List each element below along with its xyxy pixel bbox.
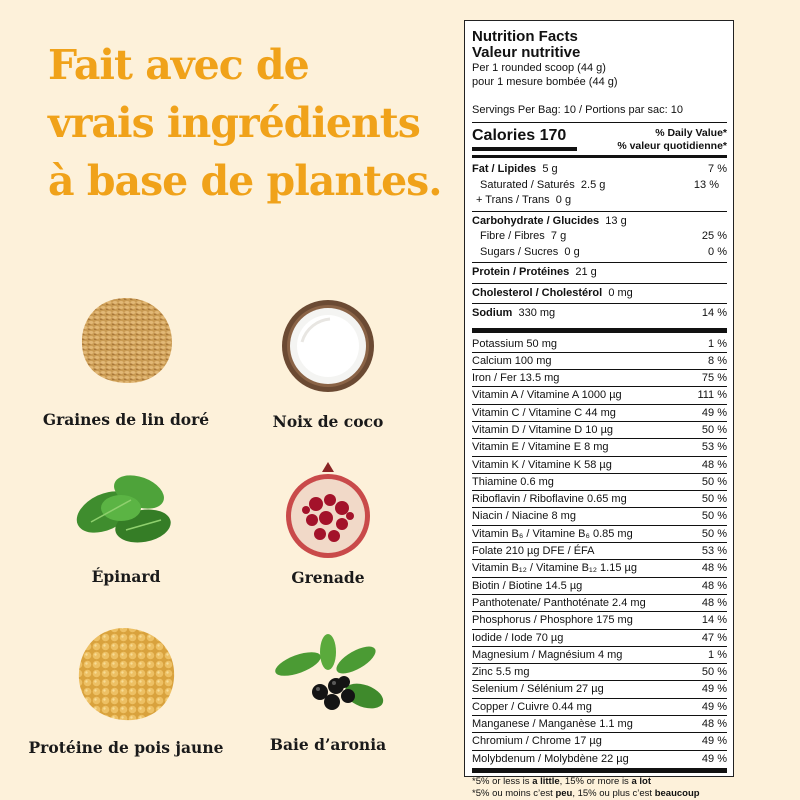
micronutrient-dv: 50 % [701, 510, 727, 523]
micronutrient-row [472, 664, 727, 681]
micronutrient-row [472, 733, 727, 750]
micronutrient-dv: 50 % [701, 527, 727, 540]
micronutrient-label: Molybdenum / Molybdène 22 µg [472, 752, 629, 765]
cholesterol-group [472, 284, 727, 304]
micronutrient-label: Manganese / Manganèse 1.1 mg [472, 718, 633, 731]
micronutrient-label: Vitamin K / Vitamine K 58 µg [472, 458, 612, 471]
micronutrient-dv: 8 % [708, 354, 727, 367]
headline-line-2: vrais ingrédients [48, 99, 420, 147]
micronutrient-dv: 53 % [701, 545, 727, 558]
coconut-image [280, 298, 376, 394]
micronutrient-label: Vitamin D / Vitamine D 10 µg [472, 423, 614, 436]
calories-bar [472, 147, 577, 151]
micronutrient-label: Niacin / Niacine 8 mg [472, 510, 576, 523]
micronutrient-row [472, 336, 727, 353]
micronutrient-row [472, 630, 727, 647]
micronutrient-row [472, 560, 727, 577]
sodium-row [472, 306, 727, 322]
micronutrient-label: Magnesium / Magnésium 4 mg [472, 648, 623, 661]
micronutrient-row [472, 751, 727, 767]
spinach-image [71, 460, 181, 555]
fibre-row [472, 229, 727, 245]
micronutrient-row [472, 595, 727, 612]
micronutrient-dv: 1 % [708, 337, 727, 350]
micronutrient-row [472, 681, 727, 698]
micronutrient-dv: 50 % [701, 666, 727, 679]
sugars-amount: 0 g [564, 245, 580, 258]
sodium-amount: 330 mg [518, 307, 556, 319]
micronutrient-row [472, 491, 727, 508]
micronutrient-label: Chromium / Chrome 17 µg [472, 735, 602, 748]
micronutrient-dv: 48 % [701, 458, 727, 471]
micronutrient-row [472, 422, 727, 439]
trans-amount: 0 g [555, 194, 572, 206]
trans-label: + Trans / Trans [476, 194, 550, 206]
divider [472, 122, 727, 123]
micronutrient-dv: 49 % [701, 700, 727, 713]
carb-group [472, 212, 727, 263]
ingredient-name: Grenade [291, 568, 365, 587]
serving-size-en: Per 1 rounded scoop (44 g) [472, 62, 606, 74]
micronutrient-label: Panthotenate/ Panthoténate 2.4 mg [472, 596, 646, 609]
micronutrient-label: Vitamin A / Vitamine A 1000 µg [472, 389, 622, 402]
micronutrient-label: Vitamin E / Vitamine E 8 mg [472, 441, 609, 454]
carb-amount: 13 g [605, 214, 627, 227]
micronutrient-label: Copper / Cuivre 0.44 mg [472, 700, 592, 713]
protein-group [472, 263, 727, 283]
ingredient-pomegranate [228, 460, 428, 587]
yellow-pea-image [74, 624, 179, 724]
headline [48, 36, 458, 210]
footnote-en: *5% or less is a little, 15% or more is a lot [472, 775, 651, 787]
micronutrient-list [472, 336, 727, 767]
divider [472, 328, 727, 333]
sugars-dv: 0 % [708, 245, 727, 258]
micronutrient-dv: 49 % [701, 752, 727, 765]
cholesterol-amount: 0 mg [608, 286, 633, 299]
micronutrient-row [472, 578, 727, 595]
serving-size-fr: pour 1 mesure bombée (44 g) [472, 76, 618, 88]
ingredient-name: Épinard [91, 567, 161, 586]
micronutrient-row [472, 457, 727, 474]
divider [472, 768, 727, 773]
fat-amount: 5 g [542, 163, 558, 175]
micronutrient-label: Zinc 5.5 mg [472, 666, 530, 679]
micronutrient-dv: 50 % [701, 493, 727, 506]
ingredient-name: Protéine de pois jaune [28, 738, 224, 757]
micronutrient-row [472, 387, 727, 404]
cholesterol-row [472, 286, 727, 302]
micronutrient-dv: 50 % [701, 475, 727, 488]
micronutrient-row [472, 405, 727, 422]
headline-line-1: Fait avec de [48, 41, 309, 89]
micronutrient-dv: 1 % [708, 648, 727, 661]
micronutrient-row [472, 526, 727, 543]
micronutrient-dv: 14 % [701, 614, 727, 627]
micronutrient-dv: 75 % [701, 372, 727, 385]
micronutrient-row [472, 508, 727, 525]
micronutrient-label: Calcium 100 mg [472, 354, 552, 367]
ingredient-coconut [228, 298, 428, 431]
daily-value-en: % Daily Value* [655, 127, 727, 139]
nutrition-facts-label [464, 20, 734, 799]
micronutrient-dv: 47 % [701, 631, 727, 644]
micronutrient-label: Phosphorus / Phosphore 175 mg [472, 614, 633, 627]
micronutrient-label: Vitamin B₁₂ / Vitamine B₁₂ 1.15 µg [472, 562, 637, 575]
saturated-dv: 13 % [693, 178, 719, 191]
micronutrient-dv: 48 % [701, 718, 727, 731]
ingredient-name: Baie d’aronia [269, 735, 387, 754]
fat-dv: 7 % [708, 163, 727, 175]
micronutrient-label: Vitamin B₆ / Vitamine B₆ 0.85 mg [472, 527, 633, 540]
micronutrient-dv: 48 % [701, 596, 727, 609]
carb-row [472, 214, 727, 230]
cholesterol-label: Cholesterol / Cholestérol [472, 286, 603, 299]
protein-row [472, 265, 727, 281]
sugars-label: Sugars / Sucres [480, 245, 559, 258]
micronutrient-row [472, 370, 727, 387]
micronutrient-dv: 48 % [701, 562, 727, 575]
micronutrient-dv: 111 % [697, 389, 727, 402]
footnote-fr: *5% ou moins c’est peu, 15% ou plus c’est beaucoup [472, 787, 700, 799]
micronutrient-row [472, 699, 727, 716]
fat-label: Fat / Lipides [472, 163, 537, 175]
trans-row [472, 193, 727, 209]
calories: Calories 170 [472, 127, 567, 144]
saturated-amount: 2.5 g [580, 178, 606, 191]
golden-flaxseed-image [76, 290, 176, 390]
saturated-row [472, 178, 727, 194]
daily-value-header [617, 127, 727, 153]
calories-row [472, 127, 727, 153]
ingredient-aronia [228, 634, 428, 754]
micronutrient-row [472, 353, 727, 370]
fibre-label: Fibre / Fibres [480, 230, 545, 242]
micronutrient-label: Thiamine 0.6 mg [472, 475, 554, 488]
protein-amount: 21 g [575, 266, 597, 278]
micronutrient-dv: 53 % [701, 441, 727, 454]
carb-label: Carbohydrate / Glucides [472, 214, 600, 227]
micronutrient-label: Biotin / Biotine 14.5 µg [472, 579, 583, 592]
footnote [472, 776, 727, 800]
micronutrient-label: Selenium / Sélénium 27 µg [472, 683, 604, 696]
aronia-berry-image [268, 634, 388, 719]
micronutrient-row [472, 612, 727, 629]
sugars-row [472, 245, 727, 261]
fibre-dv: 25 % [701, 230, 727, 242]
micronutrient-dv: 50 % [701, 423, 727, 436]
micronutrient-row [472, 474, 727, 491]
micronutrient-label: Riboflavin / Riboflavine 0.65 mg [472, 493, 627, 506]
protein-label: Protein / Protéines [472, 266, 570, 278]
headline-line-3: à base de plantes. [48, 157, 442, 205]
sodium-dv: 14 % [701, 307, 727, 319]
micronutrient-label: Iron / Fer 13.5 mg [472, 372, 560, 385]
micronutrient-row [472, 716, 727, 733]
sodium-group [472, 304, 727, 324]
ingredient-yellow-pea [26, 624, 226, 757]
micronutrient-dv: 49 % [701, 735, 727, 748]
servings-per-bag: Servings Per Bag: 10 / Portions par sac: 10 [472, 104, 683, 116]
sodium-label: Sodium [472, 307, 513, 319]
daily-value-fr: % valeur quotidienne* [617, 140, 727, 152]
fat-row [472, 162, 727, 178]
ingredient-spinach [26, 460, 226, 586]
ingredient-name: Noix de coco [272, 412, 384, 431]
fat-group [472, 160, 727, 211]
micronutrient-dv: 49 % [701, 683, 727, 696]
micronutrient-dv: 49 % [701, 406, 727, 419]
saturated-label: Saturated / Saturés [480, 178, 575, 191]
micronutrient-label: Folate 210 µg DFE / ÉFA [472, 545, 595, 558]
micronutrient-row [472, 439, 727, 456]
divider [472, 155, 727, 158]
fibre-amount: 7 g [550, 230, 567, 242]
micronutrient-label: Vitamin C / Vitamine C 44 mg [472, 406, 616, 419]
pomegranate-image [278, 460, 378, 560]
nutrition-title-en: Nutrition Facts [472, 28, 578, 45]
micronutrient-row [472, 647, 727, 664]
ingredient-flaxseed [26, 290, 226, 429]
micronutrient-row [472, 543, 727, 560]
ingredient-name: Graines de lin doré [42, 410, 210, 429]
nutrition-title-fr: Valeur nutritive [472, 44, 581, 61]
micronutrient-dv: 48 % [701, 579, 727, 592]
micronutrient-label: Iodide / Iode 70 µg [472, 631, 564, 644]
micronutrient-label: Potassium 50 mg [472, 337, 557, 350]
